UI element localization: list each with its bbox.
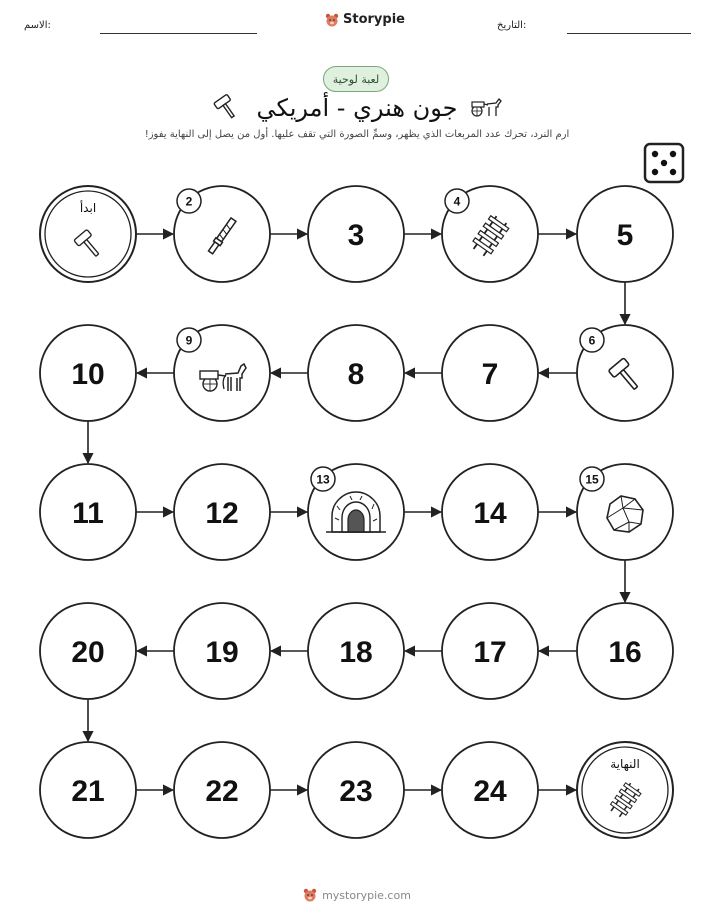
board-square-20[interactable]: [40, 603, 136, 699]
square-number-badge-label: 9: [185, 333, 193, 348]
square-number: 18: [339, 636, 373, 669]
board-square-8[interactable]: [308, 325, 404, 421]
board-square-12[interactable]: [174, 464, 270, 560]
square-number-badge-label: 15: [585, 472, 599, 487]
start-label: ابدأ: [79, 201, 97, 215]
board-square-19[interactable]: [174, 603, 270, 699]
finish-label: النهاية: [610, 757, 640, 771]
board-square-2[interactable]: [174, 186, 270, 282]
board-square-4[interactable]: [442, 186, 538, 282]
square-number: 17: [473, 636, 507, 669]
square-number-badge-label: 6: [588, 333, 596, 348]
board-square-7[interactable]: [442, 325, 538, 421]
square-number-badge-label: 4: [453, 194, 461, 209]
name-label: الاسم:: [24, 20, 51, 31]
footer: [0, 888, 714, 902]
board-square-13[interactable]: [308, 464, 404, 560]
brand-name: Storypie: [343, 12, 405, 27]
square-number: 24: [473, 775, 507, 808]
board-square-11[interactable]: [40, 464, 136, 560]
board-square-10[interactable]: [40, 325, 136, 421]
square-number-badge-label: 13: [316, 472, 330, 487]
board-square-17[interactable]: [442, 603, 538, 699]
instructions: ارم النرد، تحرك عدد المربعات الذي يظهر، وسمِّ الصورة التي تقف عليها. أول من يصل إلى النهاية يفوز!: [144, 129, 570, 140]
square-number: 19: [205, 636, 239, 669]
square-number: 22: [205, 775, 239, 808]
square-number: 12: [205, 497, 239, 530]
rock-icon: [607, 496, 643, 532]
square-number: 14: [473, 497, 507, 530]
board-square-18[interactable]: [308, 603, 404, 699]
square-number: 21: [71, 775, 105, 808]
board-square-15[interactable]: [577, 464, 673, 560]
board-square-6[interactable]: [577, 325, 673, 421]
square-number: 8: [347, 358, 365, 391]
board-square-23[interactable]: [308, 742, 404, 838]
date-label: التاريخ:: [497, 20, 527, 31]
square-number: 3: [347, 219, 365, 252]
footer-url: mystorypie.com: [322, 888, 411, 902]
board-square-22[interactable]: [174, 742, 270, 838]
square-number-badge-label: 2: [185, 194, 193, 209]
square-number: 7: [481, 358, 499, 391]
board-square-14[interactable]: [442, 464, 538, 560]
board-square-9[interactable]: [174, 325, 270, 421]
bear-logo-icon: [303, 888, 317, 902]
board-square-3[interactable]: [308, 186, 404, 282]
square-number: 23: [339, 775, 373, 808]
square-number: 10: [71, 358, 105, 391]
board-square-1[interactable]: [40, 186, 136, 282]
square-number: 20: [71, 636, 105, 669]
board-square-5[interactable]: [577, 186, 673, 282]
board-square-24[interactable]: [442, 742, 538, 838]
square-number: 16: [608, 636, 642, 669]
square-number: 11: [72, 497, 104, 530]
board-square-16[interactable]: [577, 603, 673, 699]
page-title: جون هنري - أمريكي: [256, 94, 458, 122]
board-square-25[interactable]: [577, 742, 673, 838]
board-square-21[interactable]: [40, 742, 136, 838]
square-number: 5: [616, 219, 634, 252]
game-type-badge: لعبة لوحية: [323, 66, 389, 92]
